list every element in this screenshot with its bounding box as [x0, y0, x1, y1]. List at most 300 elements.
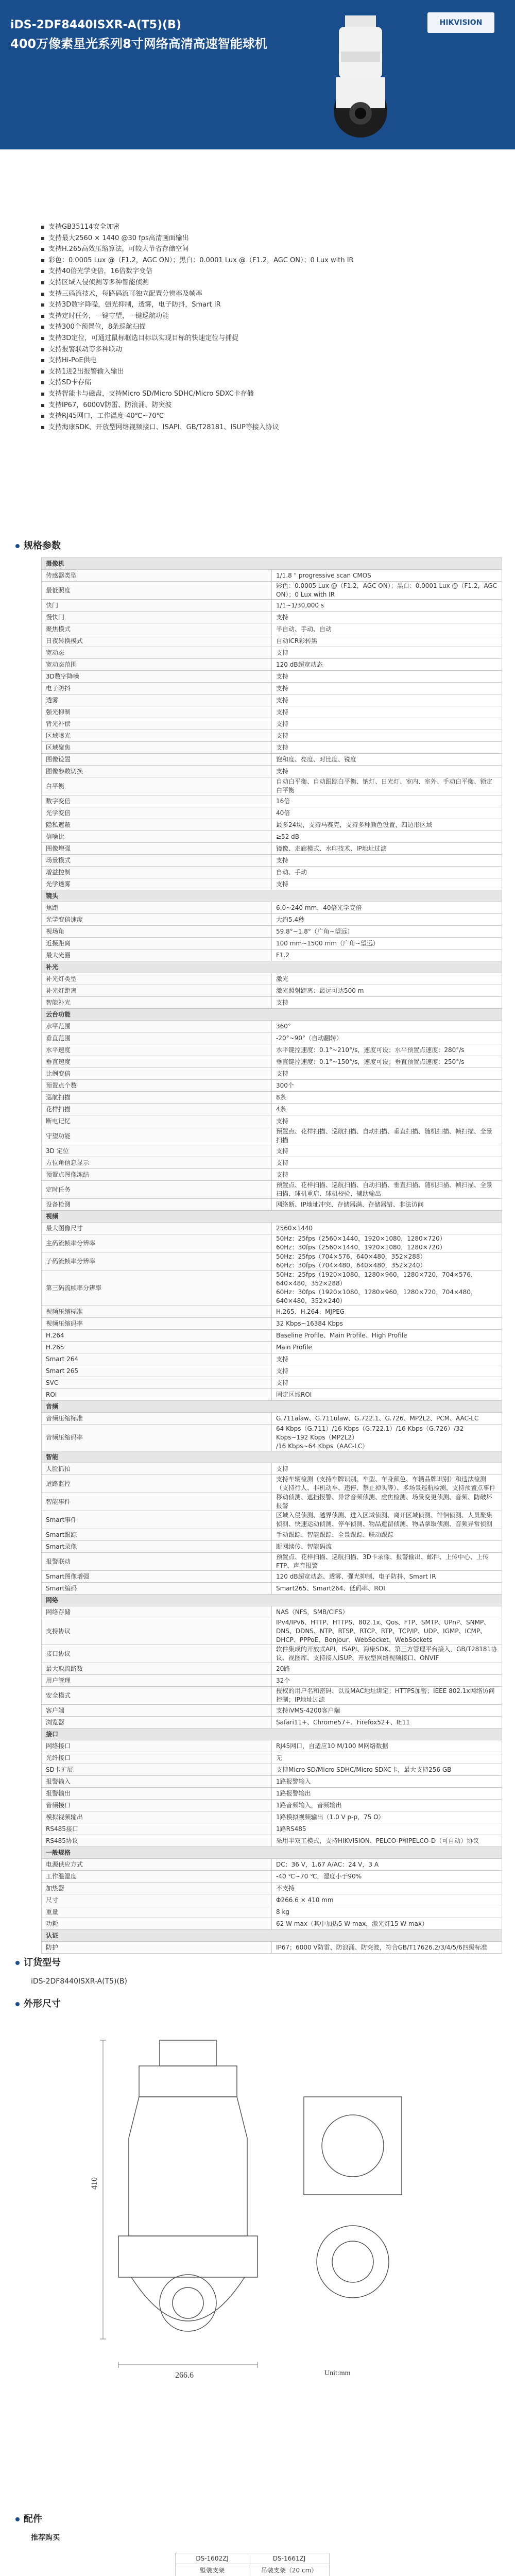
- spec-category-row: [42, 1847, 502, 1859]
- spec-key: Smart编码: [42, 1583, 272, 1595]
- feature-item: 支持RJ45网口，工作温度-40℃~70℃: [41, 411, 505, 422]
- spec-key: 安全模式: [42, 1687, 272, 1705]
- spec-key: 传感器类型: [42, 570, 272, 582]
- spec-row: [42, 1740, 502, 1752]
- spec-value: 支持: [272, 1169, 502, 1181]
- spec-value: 300个: [272, 1080, 502, 1092]
- spec-row: [42, 1021, 502, 1032]
- spec-row: [42, 807, 502, 819]
- spec-row: [42, 973, 502, 985]
- spec-row: [42, 1859, 502, 1871]
- spec-key: Smart 264: [42, 1353, 272, 1365]
- spec-key: 工作温湿度: [42, 1871, 272, 1883]
- spec-category-row: [42, 1728, 502, 1740]
- feature-item: 支持报警联动等多种联动: [41, 344, 505, 355]
- spec-value: 区域入侵侦测、越界侦测、进入区域侦测、离开区域侦测、徘徊侦测、人员聚集侦测、快速运动侦测、停车侦测、物品遗留侦测、物品拿取侦测、音频异常侦测: [272, 1511, 502, 1529]
- model-heading-text: 订货型号: [24, 1957, 61, 1968]
- spec-key: 视频压缩标准: [42, 1306, 272, 1318]
- spec-row: [42, 1080, 502, 1092]
- spec-key: 水平范围: [42, 1021, 272, 1032]
- spec-value: 1路模拟视频输出（1.0 V p-p，75 Ω）: [272, 1811, 502, 1823]
- spec-value: 2560×1440: [272, 1223, 502, 1234]
- spec-key: 音频压缩码率: [42, 1425, 272, 1451]
- spec-key: 快门: [42, 600, 272, 612]
- spec-key: 设备检测: [42, 1199, 272, 1211]
- spec-row: [42, 1493, 502, 1511]
- spec-value: 自动白平衡、自动跟踪白平衡、钠灯、日光灯、室内、室外、手动白平衡、锁定白平衡: [272, 777, 502, 795]
- dimension-drawing: [82, 2035, 433, 2447]
- spec-value: 支持Micro SD/Micro SDHC/Micro SDXC卡，最大支持256 GB: [272, 1764, 502, 1776]
- spec-key: Smart跟踪: [42, 1529, 272, 1541]
- accessory-name: 吊装支架（20 cm）: [249, 2564, 330, 2576]
- spec-row: [42, 1800, 502, 1811]
- spec-row: [42, 1270, 502, 1306]
- spec-category: 摄像机: [42, 558, 502, 570]
- spec-row: [42, 1752, 502, 1764]
- spec-key: 水平速度: [42, 1044, 272, 1056]
- accessory-code: DS-1602ZJ: [176, 2553, 249, 2564]
- spec-key: 光学透雾: [42, 878, 272, 890]
- feature-item: 支持1进2出报警输入输出: [41, 366, 505, 378]
- spec-value: 支持车辆检测（支持车牌识别、车型、车身颜色、车辆品牌识别）和违法检测（支持行人、非机动车、违停、禁止掉头等）、多场景巡航检测，支持预置点事件: [272, 1475, 502, 1493]
- spec-value: 支持: [272, 1145, 502, 1157]
- spec-row: [42, 659, 502, 671]
- dim-width-label: 266.6: [175, 2371, 194, 2380]
- spec-row: [42, 1157, 502, 1169]
- spec-value: 镜像、走廊模式、水印技术、IP地址过滤: [272, 843, 502, 855]
- spec-key: 聚焦模式: [42, 623, 272, 635]
- spec-key: 花样扫描: [42, 1104, 272, 1115]
- spec-key: 音频接口: [42, 1800, 272, 1811]
- spec-value: 32个: [272, 1675, 502, 1687]
- spec-value: H.265、H.264、MJPEG: [272, 1306, 502, 1318]
- spec-key: SVC: [42, 1377, 272, 1389]
- spec-category: 补光: [42, 961, 502, 973]
- spec-category-row: [42, 558, 502, 570]
- feature-item: 支持SD卡存储: [41, 377, 505, 388]
- spec-row: [42, 985, 502, 997]
- spec-value: 支持: [272, 683, 502, 694]
- spec-key: 道路监控: [42, 1475, 272, 1493]
- spec-category: 认证: [42, 1930, 502, 1942]
- spec-row: [42, 855, 502, 867]
- spec-row: [42, 1252, 502, 1270]
- spec-category: 镜头: [42, 890, 502, 902]
- spec-row: [42, 742, 502, 754]
- dome-camera-photo: [330, 15, 391, 144]
- spec-key: 第三码流帧率分辨率: [42, 1270, 272, 1306]
- spec-row: [42, 777, 502, 795]
- feature-item: 支持H.265高效压缩算法，可较大节省存储空间: [41, 244, 505, 255]
- spec-category-row: [42, 1451, 502, 1463]
- feature-item: 支持GB35114安全加密: [41, 222, 505, 233]
- accessories-heading: [15, 2512, 42, 2525]
- spec-value: 支持: [272, 997, 502, 1009]
- accessory-table: [175, 2553, 330, 2576]
- spec-row: [42, 1318, 502, 1330]
- spec-key: RS485协议: [42, 1835, 272, 1847]
- spec-key: 焦距: [42, 902, 272, 914]
- spec-value: 不支持: [272, 1883, 502, 1894]
- spec-category: 视频: [42, 1211, 502, 1223]
- feature-item: 支持定时任务，一键守望，一键巡航功能: [41, 311, 505, 322]
- spec-value: 支持: [272, 1353, 502, 1365]
- spec-value: 软件集成的开放式API，ISAPI、海康SDK、第三方管理平台接入，GB/T28181协议、视图库、支持接入ISUP、开放型网络视频接口、ONVIF: [272, 1645, 502, 1663]
- spec-value: 网络断、IP地址冲突、存储器满、存储器错、非法访问: [272, 1199, 502, 1211]
- spec-row: [42, 1145, 502, 1157]
- spec-value: 授权的用户名和密码、以及MAC地址绑定；HTTPS加密；IEEE 802.1x网络访问控制；IP地址过滤: [272, 1687, 502, 1705]
- feature-item: 支持3D数字降噪，强光抑制，透雾，电子防抖，Smart IR: [41, 299, 505, 311]
- spec-row: [42, 683, 502, 694]
- spec-key: 智能事件: [42, 1493, 272, 1511]
- spec-value: 半自动、手动、自动: [272, 623, 502, 635]
- spec-value: 59.8°~1.8°（广角~望远）: [272, 926, 502, 938]
- spec-key: 电子防抖: [42, 683, 272, 694]
- spec-row: [42, 1717, 502, 1728]
- spec-key: 最低照度: [42, 582, 272, 600]
- specs-heading-text: 规格参数: [24, 540, 61, 551]
- spec-key: 视场角: [42, 926, 272, 938]
- spec-value: Φ266.6 × 410 mm: [272, 1894, 502, 1906]
- spec-key: SD卡扩展: [42, 1764, 272, 1776]
- spec-value: 支持: [272, 1365, 502, 1377]
- spec-key: 最大取流路数: [42, 1663, 272, 1675]
- spec-key: RS485接口: [42, 1823, 272, 1835]
- spec-value: 无: [272, 1752, 502, 1764]
- spec-row: [42, 831, 502, 843]
- spec-key: ROI: [42, 1389, 272, 1401]
- spec-row: [42, 1068, 502, 1080]
- spec-key: 接口协议: [42, 1645, 272, 1663]
- spec-row: [42, 1687, 502, 1705]
- spec-key: 报警联动: [42, 1553, 272, 1571]
- spec-key: 区域曝光: [42, 730, 272, 742]
- spec-row: [42, 706, 502, 718]
- spec-key: 图像设置: [42, 754, 272, 766]
- spec-key: 人脸抓拍: [42, 1463, 272, 1475]
- spec-value: 1/1~1/30,000 s: [272, 600, 502, 612]
- spec-value: Smart265、Smart264、低码率、ROI: [272, 1583, 502, 1595]
- spec-key: 日夜转换模式: [42, 635, 272, 647]
- spec-value: 支持: [272, 855, 502, 867]
- spec-key: 重量: [42, 1906, 272, 1918]
- spec-row: [42, 694, 502, 706]
- spec-value: 6.0~240 mm，40倍光学变倍: [272, 902, 502, 914]
- spec-value: 支持: [272, 766, 502, 777]
- spec-key: 用户管理: [42, 1675, 272, 1687]
- spec-key: 场景模式: [42, 855, 272, 867]
- spec-row: [42, 1823, 502, 1835]
- feature-item: 支持区域入侵侦测等多种智能侦测: [41, 277, 505, 289]
- spec-key: 加热器: [42, 1883, 272, 1894]
- spec-key: 音频压缩标准: [42, 1413, 272, 1425]
- spec-value: 1路RS485: [272, 1823, 502, 1835]
- spec-row: [42, 1223, 502, 1234]
- spec-key: 透雾: [42, 694, 272, 706]
- spec-value: 20路: [272, 1663, 502, 1675]
- spec-category-row: [42, 961, 502, 973]
- feature-item: 支持最大2560 × 1440 @30 fps高清画面输出: [41, 233, 505, 244]
- spec-key: 电源供应方式: [42, 1859, 272, 1871]
- spec-row: [42, 1645, 502, 1663]
- spec-row: [42, 1894, 502, 1906]
- spec-key: 断电记忆: [42, 1115, 272, 1127]
- spec-key: Smart图像增强: [42, 1571, 272, 1583]
- spec-key: 视频压缩码率: [42, 1318, 272, 1330]
- spec-row: [42, 718, 502, 730]
- spec-table: [41, 557, 502, 1954]
- spec-row: [42, 600, 502, 612]
- spec-value: 预置点、花样扫描、巡航扫描、3D卡录像、报警输出、邮件、上传中心、上传FTP、声音报警: [272, 1553, 502, 1571]
- spec-value: 支持: [272, 694, 502, 706]
- spec-row: [42, 612, 502, 623]
- spec-value: 预置点、花样扫描、巡航扫描、自动扫描、垂直扫描、随机扫描、帧扫描、全景扫描: [272, 1127, 502, 1145]
- spec-value: 1路报警输入: [272, 1776, 502, 1788]
- spec-key: 比例变倍: [42, 1068, 272, 1080]
- spec-key: H.265: [42, 1342, 272, 1353]
- spec-value: 100 mm~1500 mm（广角~望远）: [272, 938, 502, 950]
- spec-key: 子码流帧率分辨率: [42, 1252, 272, 1270]
- spec-value: 支持: [272, 1463, 502, 1475]
- spec-key: 光学变倍速度: [42, 914, 272, 926]
- spec-key: 补光灯距离: [42, 985, 272, 997]
- spec-row: [42, 1906, 502, 1918]
- spec-key: 支持协议: [42, 1618, 272, 1645]
- spec-category-row: [42, 1009, 502, 1021]
- spec-row: [42, 1511, 502, 1529]
- spec-row: [42, 1571, 502, 1583]
- spec-row: [42, 1330, 502, 1342]
- brand-logo: HIKVISION: [427, 12, 494, 33]
- spec-row: [42, 730, 502, 742]
- dimensions-heading: [15, 1996, 61, 2010]
- spec-value: 支持: [272, 730, 502, 742]
- spec-row: [42, 1835, 502, 1847]
- spec-key: 区域聚焦: [42, 742, 272, 754]
- spec-value: 激光照射距离：最远可达500 m: [272, 985, 502, 997]
- spec-value: 支持: [272, 671, 502, 683]
- spec-row: [42, 1618, 502, 1645]
- accessory-name: 壁装支架: [176, 2564, 249, 2576]
- spec-row: [42, 1056, 502, 1068]
- spec-row: [42, 1413, 502, 1425]
- header-banner: [0, 0, 515, 149]
- spec-key: 网络存储: [42, 1606, 272, 1618]
- spec-row: [42, 623, 502, 635]
- spec-row: [42, 1675, 502, 1687]
- spec-key: 防护: [42, 1942, 272, 1954]
- spec-row: [42, 1127, 502, 1145]
- spec-value: 4条: [272, 1104, 502, 1115]
- spec-value: 饱和度、亮度、对比度、锐度: [272, 754, 502, 766]
- spec-value: 1路音频输入，音频输出: [272, 1800, 502, 1811]
- spec-key: 预置点图像冻结: [42, 1169, 272, 1181]
- spec-key: 强光抑制: [42, 706, 272, 718]
- spec-value: 50Hz：25fps（1920×1080，1280×960，1280×720，704×576，640×480，352×288） 60Hz：30fps（1920×1080，1280×960，1280×720，704×480，640×480，352×240）: [272, 1270, 502, 1306]
- spec-row: [42, 1389, 502, 1401]
- feature-item: 支持3D定位，可通过鼠标框选目标以实现目标的快速定位与捕捉: [41, 333, 505, 344]
- spec-key: 图像增强: [42, 843, 272, 855]
- spec-row: [42, 926, 502, 938]
- spec-value: 16倍: [272, 795, 502, 807]
- feature-item: 支持海康SDK、开放型网络视频接口、ISAPI、GB/T28181、ISUP等接入协议: [41, 422, 505, 433]
- product-model: iDS-2DF8440ISXR-A(T5)(B): [10, 19, 181, 31]
- spec-row: [42, 570, 502, 582]
- spec-row: [42, 914, 502, 926]
- spec-key: 背光补偿: [42, 718, 272, 730]
- spec-key: 3D 定位: [42, 1145, 272, 1157]
- spec-value: -40 ℃~70 ℃，湿度小于90%: [272, 1871, 502, 1883]
- spec-value: 手动跟踪、智能跟踪、全景跟踪、联动跟踪: [272, 1529, 502, 1541]
- dimensions-heading-text: 外形尺寸: [24, 1998, 61, 2009]
- spec-row: [42, 997, 502, 1009]
- spec-key: 垂直范围: [42, 1032, 272, 1044]
- spec-value: 激光: [272, 973, 502, 985]
- spec-value: 自动ICR彩转黑: [272, 635, 502, 647]
- spec-value: 采用半双工模式，支持HIKVISION、PELCO-P和PELCO-D（可自动）协议: [272, 1835, 502, 1847]
- spec-value: 支持: [272, 647, 502, 659]
- spec-row: [42, 1553, 502, 1571]
- spec-key: 智能补光: [42, 997, 272, 1009]
- feature-item: 支持智能卡与磁盘，支持Micro SD/Micro SDHC/Micro SDXC卡存储: [41, 388, 505, 400]
- spec-key: 数字变倍: [42, 795, 272, 807]
- spec-value: 32 Kbps~16384 Kbps: [272, 1318, 502, 1330]
- spec-row: [42, 1092, 502, 1104]
- spec-row: [42, 1918, 502, 1930]
- spec-value: 8 kg: [272, 1906, 502, 1918]
- spec-row: [42, 582, 502, 600]
- spec-value: Baseline Profile、Main Profile、High Profile: [272, 1330, 502, 1342]
- spec-row: [42, 950, 502, 961]
- spec-value: 固定区域ROI: [272, 1389, 502, 1401]
- spec-key: 近摄距离: [42, 938, 272, 950]
- product-title: 400万像素星光系列8寸网络高清高速智能球机: [10, 37, 267, 51]
- feature-item: 支持40倍光学变倍，16倍数字变倍: [41, 266, 505, 277]
- spec-value: 支持: [272, 1377, 502, 1389]
- spec-value: 120 dB超宽动态: [272, 659, 502, 671]
- spec-key: 尺寸: [42, 1894, 272, 1906]
- accessory-code: DS-1661ZJ: [249, 2553, 330, 2564]
- spec-value: G.711alaw、G.711ulaw、G.722.1、G.726、MP2L2、PCM、AAC-LC: [272, 1413, 502, 1425]
- spec-row: [42, 1365, 502, 1377]
- spec-row: [42, 1705, 502, 1717]
- spec-value: 50Hz：25fps（704×576，640×480，352×288） 60Hz：30fps（704×480，640×480，352×240）: [272, 1252, 502, 1270]
- spec-value: 支持iVMS-4200客户端: [272, 1705, 502, 1717]
- spec-value: 大约5.4秒: [272, 914, 502, 926]
- spec-key: 客户端: [42, 1705, 272, 1717]
- spec-key: 图像参数切换: [42, 766, 272, 777]
- spec-key: 补光灯类型: [42, 973, 272, 985]
- spec-key: 宽动态范围: [42, 659, 272, 671]
- spec-value: 支持: [272, 718, 502, 730]
- feature-item: 支持300个预置位，8条巡航扫描: [41, 321, 505, 333]
- spec-row: [42, 1776, 502, 1788]
- spec-value: ≥52 dB: [272, 831, 502, 843]
- spec-key: 守望功能: [42, 1127, 272, 1145]
- spec-row: [42, 902, 502, 914]
- spec-row: [42, 766, 502, 777]
- spec-row: [42, 1883, 502, 1894]
- spec-row: [42, 1475, 502, 1493]
- spec-key: 白平衡: [42, 777, 272, 795]
- spec-row: [42, 1353, 502, 1365]
- accessories-heading-text: 配件: [24, 2514, 42, 2524]
- spec-key: 预置点个数: [42, 1080, 272, 1092]
- spec-key: 模拟视频输出: [42, 1811, 272, 1823]
- spec-value: Safari11+、Chrome57+、Firefox52+、IE11: [272, 1717, 502, 1728]
- spec-value: 支持: [272, 1115, 502, 1127]
- unit-label: Unit:mm: [324, 2369, 351, 2377]
- feature-item: 支持IP67，6000V防雷、防浪涌、防突波: [41, 400, 505, 411]
- spec-value: 40倍: [272, 807, 502, 819]
- spec-value: 移动侦测、遮挡报警、异常音频侦测、虚焦检测、场景变更侦测、音频、防破坏报警: [272, 1493, 502, 1511]
- spec-row: [42, 795, 502, 807]
- feature-item: 支持三码流技术，每路码流可独立配置分辨率及帧率: [41, 289, 505, 300]
- spec-row: [42, 1529, 502, 1541]
- spec-row: [42, 1181, 502, 1199]
- spec-category: 智能: [42, 1451, 502, 1463]
- spec-category-row: [42, 1595, 502, 1606]
- spec-category: 网络: [42, 1595, 502, 1606]
- feature-item: 彩色：0.0005 Lux @（F1.2，AGC ON）；黑白：0.0001 Lux @（F1.2，AGC ON）；0 Lux with IR: [41, 255, 505, 266]
- spec-value: 8条: [272, 1092, 502, 1104]
- spec-row: [42, 1425, 502, 1451]
- spec-row: [42, 1377, 502, 1389]
- spec-value: RJ45网口，自适应10 M/100 M网络数据: [272, 1740, 502, 1752]
- spec-value: 62 W max（其中加热5 W max，激光灯15 W max）: [272, 1918, 502, 1930]
- spec-value: 支持: [272, 612, 502, 623]
- spec-row: [42, 1234, 502, 1252]
- spec-row: [42, 938, 502, 950]
- spec-value: -20°~90°（自动翻转）: [272, 1032, 502, 1044]
- spec-row: [42, 1032, 502, 1044]
- spec-value: 支持: [272, 1157, 502, 1169]
- spec-value: 彩色：0.0005 Lux @（F1.2，AGC ON）；黑白：0.0001 Lux @（F1.2，AGC ON）；0 Lux with IR: [272, 582, 502, 600]
- spec-value: 自动、手动: [272, 867, 502, 878]
- spec-key: 浏览器: [42, 1717, 272, 1728]
- spec-key: 定时任务: [42, 1181, 272, 1199]
- spec-row: [42, 878, 502, 890]
- spec-category: 一般规格: [42, 1847, 502, 1859]
- spec-key: 光纤接口: [42, 1752, 272, 1764]
- spec-value: 断网续传、智能码流: [272, 1541, 502, 1553]
- spec-row: [42, 1811, 502, 1823]
- spec-value: F1.2: [272, 950, 502, 961]
- spec-row: [42, 1199, 502, 1211]
- spec-value: 支持: [272, 878, 502, 890]
- feature-item: 支持Hi-PoE供电: [41, 355, 505, 366]
- spec-row: [42, 867, 502, 878]
- spec-category-row: [42, 890, 502, 902]
- spec-key: 功耗: [42, 1918, 272, 1930]
- spec-category-row: [42, 1930, 502, 1942]
- spec-row: [42, 1463, 502, 1475]
- spec-value: DC：36 V，1.67 A/AC：24 V，3 A: [272, 1859, 502, 1871]
- spec-row: [42, 647, 502, 659]
- spec-category: 云台功能: [42, 1009, 502, 1021]
- spec-key: Smart事件: [42, 1511, 272, 1529]
- spec-row: [42, 843, 502, 855]
- spec-key: 隐私遮蔽: [42, 819, 272, 831]
- spec-value: NAS（NFS，SMB/CIFS）: [272, 1606, 502, 1618]
- spec-category-row: [42, 1401, 502, 1413]
- spec-value: 360°: [272, 1021, 502, 1032]
- spec-row: [42, 1306, 502, 1318]
- spec-row: [42, 1764, 502, 1776]
- dim-height-label: 410: [90, 2177, 99, 2190]
- spec-value: IPv4/IPv6、HTTP、HTTPS、802.1x、Qos、FTP、SMTP、UPnP、SNMP、DNS、DDNS、NTP、RTSP、RTCP、RTP、TCP/IP、UDP、IGMP、ICMP、DHCP、PPPoE、Bonjour、WebSocket、WebSockets: [272, 1618, 502, 1645]
- feature-list: [41, 222, 505, 433]
